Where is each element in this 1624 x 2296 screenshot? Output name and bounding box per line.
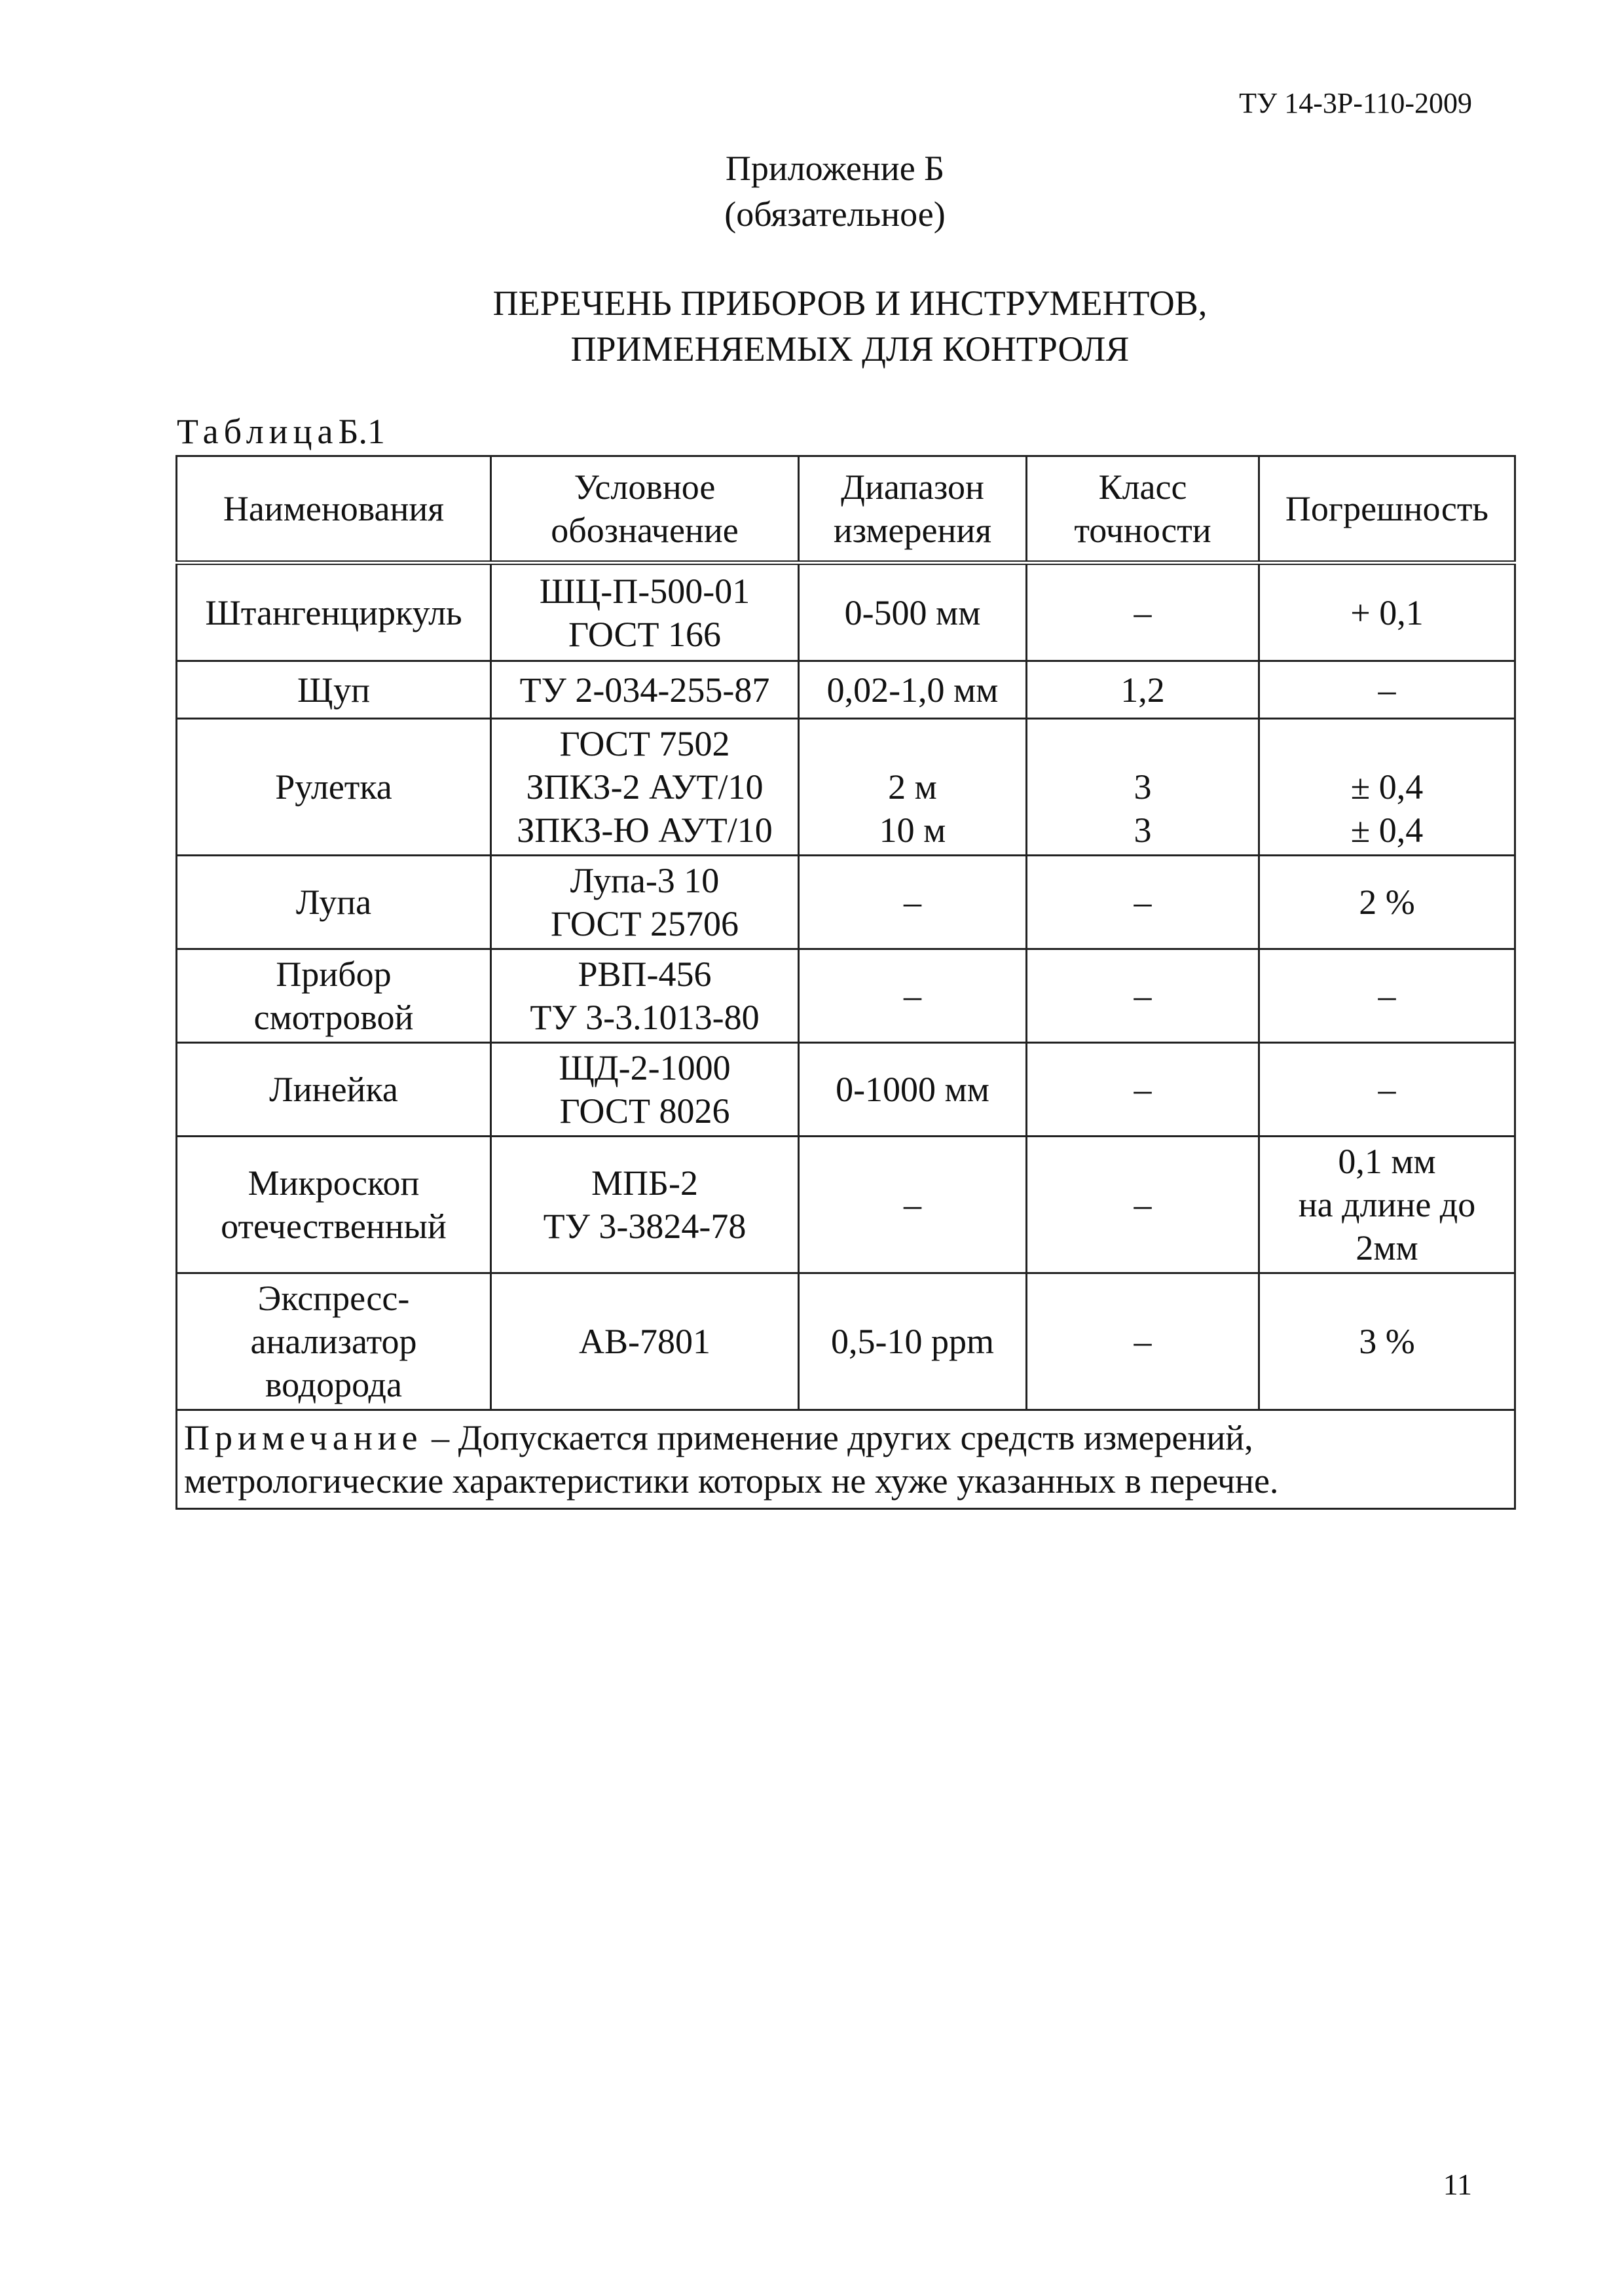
- table-note-row: [177, 1410, 1515, 1509]
- cell-line: Лупа-3 10: [570, 861, 720, 900]
- table-caption-number: Б.1: [338, 412, 385, 451]
- column-header-line: Класс: [1098, 467, 1187, 507]
- cell-line: Рулетка: [275, 767, 392, 807]
- table-cell-accuracy-class: [1027, 1273, 1259, 1410]
- cell-line: ± 0,4: [1350, 767, 1424, 807]
- table-cell-name: [177, 856, 491, 949]
- cell-line: 3: [1134, 811, 1152, 850]
- table-row: [177, 563, 1515, 661]
- table-cell-name: [177, 563, 491, 661]
- table-caption: [177, 411, 385, 452]
- cell-line: Штангенциркуль: [205, 592, 462, 632]
- note-text: – Допускается применение других средств измерений, метрологические характеристики которых не хуже указанных в перечне.: [184, 1418, 1279, 1501]
- column-header-line: Условное: [574, 467, 716, 507]
- cell-line: [1033, 722, 1253, 765]
- cell-line: ГОСТ 166: [568, 614, 722, 654]
- column-header-line: обозначение: [551, 511, 739, 550]
- cell-line: Лупа: [295, 883, 372, 922]
- cell-line: 10 м: [879, 811, 946, 850]
- table-cell-accuracy-class: [1027, 856, 1259, 949]
- cell-line: ЗПКЗ-Ю АУТ/10: [517, 811, 773, 850]
- cell-line: [805, 722, 1020, 765]
- table-body: [177, 563, 1515, 1509]
- cell-line: 1,2: [1120, 670, 1165, 710]
- note-label: Примечание: [184, 1418, 423, 1457]
- table-cell-range: [799, 563, 1027, 661]
- document-code: ТУ 14-3Р-110-2009: [1239, 87, 1472, 119]
- cell-line: Экспресс-: [257, 1279, 410, 1318]
- table-row: [177, 1137, 1515, 1273]
- column-header-name: [177, 456, 491, 563]
- cell-line: 0,5-10 ppm: [831, 1322, 994, 1361]
- table-cell-name: [177, 661, 491, 719]
- table-header: [177, 456, 1515, 563]
- table-cell-accuracy-class: [1027, 1043, 1259, 1137]
- table-cell-error: [1259, 1273, 1515, 1410]
- cell-line: ГОСТ 25706: [550, 904, 739, 943]
- column-header-line: Наименования: [223, 489, 445, 528]
- cell-line: Микроскоп: [248, 1163, 420, 1203]
- cell-line: ГОСТ 8026: [559, 1091, 730, 1131]
- table-note: [177, 1410, 1515, 1509]
- cell-line: [1265, 722, 1509, 765]
- cell-line: ЩД-2-1000: [559, 1048, 731, 1087]
- cell-line: ШЦ-П-500-01: [539, 571, 750, 611]
- cell-line: смотровой: [253, 998, 414, 1037]
- cell-line: МПБ-2: [591, 1163, 698, 1203]
- cell-line: ТУ 3-3824-78: [543, 1207, 747, 1246]
- cell-line: –: [1378, 1070, 1396, 1109]
- cell-line: –: [904, 1185, 921, 1224]
- cell-line: ТУ 2-034-255-87: [519, 670, 770, 710]
- table-row: [177, 1043, 1515, 1137]
- table-cell-error: [1259, 563, 1515, 661]
- appendix-title: Приложение Б: [725, 149, 945, 188]
- cell-line: –: [1134, 883, 1152, 922]
- cell-line: –: [1134, 592, 1152, 632]
- cell-line: 2 м: [888, 767, 937, 807]
- table-row: [177, 949, 1515, 1043]
- table-cell-accuracy-class: [1027, 719, 1259, 856]
- table-cell-range: [799, 949, 1027, 1043]
- table-cell-range: [799, 856, 1027, 949]
- table-cell-designation: [491, 949, 799, 1043]
- cell-line: –: [1134, 1322, 1152, 1361]
- table-cell-error: [1259, 949, 1515, 1043]
- cell-line: 2мм: [1356, 1228, 1418, 1267]
- table-cell-name: [177, 719, 491, 856]
- column-header-accuracy-class: [1027, 456, 1259, 563]
- table-row: [177, 661, 1515, 719]
- table-cell-accuracy-class: [1027, 1137, 1259, 1273]
- table-cell-range: [799, 719, 1027, 856]
- cell-line: 0-500 мм: [844, 592, 981, 632]
- appendix-status: (обязательное): [724, 194, 946, 234]
- table-caption-word: Таблица: [177, 412, 339, 451]
- cell-line: РВП-456: [578, 955, 712, 994]
- cell-line: 3: [1134, 767, 1152, 807]
- cell-line: ЗПКЗ-2 АУТ/10: [526, 767, 764, 807]
- table-cell-range: [799, 1137, 1027, 1273]
- cell-line: –: [1134, 1185, 1152, 1224]
- column-header-designation: [491, 456, 799, 563]
- table-cell-name: [177, 949, 491, 1043]
- table-cell-designation: [491, 1043, 799, 1137]
- column-header-error: [1259, 456, 1515, 563]
- table-cell-error: [1259, 1137, 1515, 1273]
- column-header-line: Погрешность: [1285, 489, 1489, 528]
- appendix-heading: [23, 145, 1624, 237]
- cell-line: Линейка: [269, 1070, 398, 1109]
- cell-line: отечественный: [221, 1207, 447, 1246]
- table-cell-designation: [491, 1137, 799, 1273]
- column-header-line: измерения: [833, 511, 992, 550]
- cell-line: анализатор: [250, 1322, 417, 1361]
- cell-line: Щуп: [297, 670, 371, 710]
- column-header-line: точности: [1074, 511, 1211, 550]
- table-cell-name: [177, 1137, 491, 1273]
- table-cell-accuracy-class: [1027, 563, 1259, 661]
- cell-line: + 0,1: [1350, 592, 1424, 632]
- table-row: [177, 1273, 1515, 1410]
- cell-line: ТУ 3-3.1013-80: [530, 998, 760, 1037]
- cell-line: –: [1378, 670, 1396, 710]
- cell-line: 0,1 мм: [1338, 1142, 1436, 1181]
- table-cell-accuracy-class: [1027, 661, 1259, 719]
- page-title-line-2: ПРИМЕНЯЕМЫХ ДЛЯ КОНТРОЛЯ: [570, 329, 1130, 369]
- table-cell-error: [1259, 856, 1515, 949]
- table-cell-error: [1259, 1043, 1515, 1137]
- table-cell-designation: [491, 719, 799, 856]
- table-cell-designation: [491, 856, 799, 949]
- instruments-table: [175, 455, 1516, 1510]
- table-row: [177, 856, 1515, 949]
- table-cell-name: [177, 1273, 491, 1410]
- table-cell-range: [799, 1043, 1027, 1137]
- table-cell-range: [799, 661, 1027, 719]
- column-header-range: [799, 456, 1027, 563]
- cell-line: 0,02-1,0 мм: [826, 670, 999, 710]
- table-row: [177, 719, 1515, 856]
- table-cell-accuracy-class: [1027, 949, 1259, 1043]
- cell-line: 0-1000 мм: [836, 1070, 989, 1109]
- cell-line: 3 %: [1359, 1322, 1415, 1361]
- page-title: [38, 280, 1624, 372]
- table-cell-error: [1259, 719, 1515, 856]
- cell-line: –: [1378, 976, 1396, 1015]
- table-header-row: [177, 456, 1515, 563]
- table-cell-range: [799, 1273, 1027, 1410]
- table-cell-error: [1259, 661, 1515, 719]
- cell-line: –: [904, 976, 921, 1015]
- cell-line: –: [1134, 1070, 1152, 1109]
- cell-line: на длине до: [1298, 1185, 1476, 1224]
- page-number: 11: [1443, 2168, 1472, 2201]
- cell-line: ± 0,4: [1350, 811, 1424, 850]
- column-header-line: Диапазон: [841, 467, 984, 507]
- cell-line: АВ-7801: [579, 1322, 710, 1361]
- cell-line: –: [904, 883, 921, 922]
- page-title-line-1: ПЕРЕЧЕНЬ ПРИБОРОВ И ИНСТРУМЕНТОВ,: [492, 283, 1208, 323]
- table-cell-name: [177, 1043, 491, 1137]
- cell-line: водорода: [265, 1365, 402, 1404]
- cell-line: –: [1134, 976, 1152, 1015]
- table-cell-designation: [491, 1273, 799, 1410]
- cell-line: 2 %: [1359, 883, 1415, 922]
- cell-line: ГОСТ 7502: [559, 724, 730, 763]
- table-cell-designation: [491, 661, 799, 719]
- table-cell-designation: [491, 563, 799, 661]
- cell-line: Прибор: [276, 955, 392, 994]
